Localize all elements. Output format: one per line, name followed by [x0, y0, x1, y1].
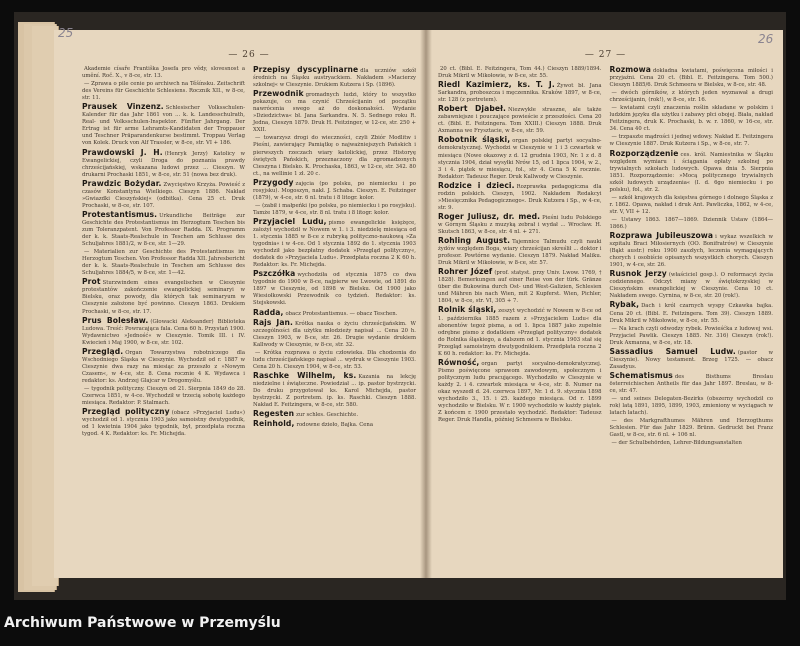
dictionary-entry: [82, 66, 245, 80]
left-page: [54, 30, 426, 578]
dictionary-entry: [253, 135, 416, 177]
left-page-columns: [82, 66, 416, 439]
pencil-page-mark: 25: [58, 26, 74, 40]
dictionary-entry: [438, 136, 602, 180]
entry-text: 20 ct. (Bibl. E. Feitzingera, Tom 44.) Cieszyn 1889/1894. Druk Mikril w Mikołowie, w 8-ce, str. 55.: [438, 66, 602, 80]
dictionary-entry: [253, 350, 416, 371]
entry-text: (właściciel gosp.). O reformacyi życia codziennego. Odczyt miany w świętokrzyskiej w Cieszyńskim ewangelickiej w Cieszynie. Cena 10 ct. Nakładem swego. Cyrnina, w 8-ce, str. 20 (rok!).: [609, 272, 773, 300]
entry-text: — des Markgrafthumes Mähren und Herzogthums Schlesien. Für das Jahr 1829. Brünn. Gedruckt bei Franz Gastl, w 8-ce, str. 6 nl. + 106 nl.: [609, 418, 773, 439]
entry-headword: Pszczółka: [253, 269, 296, 279]
entry-text: Sturzwindem eines evangelischen w Cieszynie protestantów zakończenie ewangelickiej seminaryi w Bielsku, oraz powody, dla których tak seminaryum w Cieszynie założone być powinno. Cieszyn 1863. Drukiem Prochaski, w 8-ce, str. 17.: [82, 280, 245, 315]
entry-text: Niezwykłe straszne, ale także zabawniejsze i pouczające powieście z przeszłości. Cena 20 ct. (Bibl. E. Feitzingera. Tom XXIII.) Cieszyn 1888. Druk Axmanna we Frysztacie, w 8-ce, str. 59.: [438, 107, 602, 135]
entry-headword: Rajs Jan.: [253, 317, 294, 327]
dictionary-entry: [253, 203, 416, 217]
pencil-page-mark: 26: [758, 32, 774, 46]
entry-headword: Rusnok Jerzy: [609, 269, 667, 279]
entry-text: dla uczniów szkół średnich na Śląsku austryackiem. Nakładem »Macierzy szkolnej« w Cieszynie. Drukiem Kutzera i Sp. (1896).: [253, 68, 416, 89]
dictionary-entry: [610, 105, 774, 133]
entry-headword: Schematismus: [609, 370, 673, 380]
entry-text: — Krótka rozprawa o życiu człowieka. Dla chodzenia do ludu chrześcijańskiego napisał ... wydruk w Cieszynie 1903. Cena 20 h. Cieszyn 1904, w 8-ce, str. 53.: [253, 349, 416, 370]
entry-text: (obacz »Przyjaciel Ludu«) wychodził od 1. stycznia 1903 jako samoistny dwutygodnik, od 1 kwietnia 1904 jako tygodnik, był, przedpłata roczna tygod. 4 K. Redaktor: ks. Fr. Michejda.: [82, 410, 245, 438]
entry-text: Urkundliche Beiträge zur Geschichte des Protestantismus im Herzogtum Teschen bis zum Toleranzpatent. Von Professor Radda. IX. Programm der k. k. Staats-Realschule in Teschen am Schlusse des Schuljahres 1881/2, w 8-ce, str. 1—29.: [82, 212, 245, 248]
entry-headword: Robert Djabeł.: [438, 104, 507, 114]
dictionary-entry: [253, 309, 416, 318]
entry-text: Kazania na lekcję niedzielne i świąteczne. Powiedział ... ip. pastor bystrzycki. Do druku przygotował ks. Karol Michejda, pastor bystrzycki. Z portretem. ip. ks. Raschki. Cieszyn 1888. Nakład E. Feitzingera, w 8-ce, str. 580.: [253, 373, 416, 409]
entry-text: Tajemnice Talmudu czyli nauki żydów względem Boga, wiary chrześcijan skreślił ... doktor i profesor. Powtórne wydanie. Cieszyn 1879. Nakład Maliku. Druk Mikril w Mikołowie, w 8-ce, str. 57.: [438, 239, 602, 267]
dictionary-entry: [610, 348, 774, 371]
dictionary-entry: [82, 180, 245, 210]
dictionary-entry: [438, 182, 602, 212]
entry-headword: Przegląd polityczny: [82, 407, 170, 417]
entry-headword: Równość,: [438, 357, 480, 367]
dictionary-entry: [610, 90, 774, 104]
entry-text: — Na krach czyli odwodzy rybek. Powieśćka z ludowej wsi. Przyjaciel Pawlik. Cieszyn 1885. Nr. 316) Cieszyn (rok!). Druk Axmanna, w 8-ce, str. 18.: [609, 325, 773, 346]
entry-headword: Protestantismus.: [82, 209, 158, 219]
dictionary-entry: [82, 81, 245, 102]
dictionary-entry: [82, 211, 245, 248]
entry-text: — und seines Delegaten-Bezirks (obszerny wychodził co rok) latą 1891, 1895, 1899, 1903, zmieniony w wyciągach w latach latach).: [609, 396, 773, 417]
right-column-1: [438, 66, 602, 448]
entry-text: (Henryk Jerzy) Katolicy w Ewangelickiej, czyli Droga do poznania prawdy chrześcijańskiej, wskazana ludowi przez ... Cieszyn. W drukarni Prochaski 1851, w 8-ce, str. 51 (nowa bez druk).: [82, 150, 245, 178]
entry-text: organ partyi socyalno-demokratycznej. Pismo poświęcone sprawom zawodowym, społecznym i politycznym ludu pracującego. Wychodziło w Cieszynie w każdy 2. i 4. czwartek miesiąca w 4-ce, str. 8. Numer na okaz wyszedł d. 24. czerwca 1897, Nr. 1 d. 9. stycznia 1898 wychodziło 3., 15. i 25. każdego miesiąca. Od r. 1899 wychodziło w Bielsku. W r. 1900 wychodziło w każdy piątek. Z końcem r. 1900 przestało wychodzić. Redaktor: Tadeusz Reger. Druk Handla, później Schmeera w Bielsku.: [438, 360, 602, 424]
entry-headword: Przegląd.: [82, 346, 124, 356]
entry-headword: Rohrer Józef: [438, 267, 493, 277]
dictionary-entry: [253, 90, 416, 134]
dictionary-entry: [253, 66, 416, 89]
dictionary-entry: [438, 213, 602, 236]
entry-text: — Zprawa o pile cenie po archiwch na Těšínsku. Zeitschrift des Vereins für Geschichte Schlesiens. Rocznik XII., w 8-ce, str. 11.: [82, 81, 245, 102]
entry-text: wychodziła od stycznia 1875 co dwa tygodnie do 1900 w 8-ce, najpierw we Lwowie, od 1891 do 1897 w Cieszynie, od 1898 w Bielsku. Od 1900 jako Wiesiołkowski Przewodnik co tydzień. Redaktor: ks. Stejskowski.: [253, 272, 416, 307]
dictionary-entry: [253, 410, 416, 419]
entry-text: — szkół krajowych dla księstwa górnego i dolnego Śląska z r. 1862. Opawa, nakład i druk Ant. Pawliczka, 1862, w 4-ce, str. V, VII + 12.: [609, 194, 773, 215]
entry-headword: Rolnik śląski,: [438, 305, 497, 315]
entry-headword: Prausek Vinzenz.: [82, 102, 164, 112]
entry-text: — der Schulbehörden, Lehrer-Bildungsanstalten: [611, 440, 742, 447]
entry-text: des Bisthums Breslau österreichischen Antheils für das Jahr 1897. Breslau, w 8-ce, str. 47.: [609, 373, 773, 394]
dictionary-entry: [82, 348, 245, 385]
entry-text: — Ustawy 1863. 1867—1869. Dziennik Ustaw (1864—1866.): [609, 216, 773, 230]
entry-text: obacz Protestantismus. — obacz Teschen.: [285, 310, 398, 317]
entry-headword: Rozporządzenie: [609, 148, 679, 158]
right-column-2: [610, 66, 774, 448]
entry-headword: Prot: [82, 277, 101, 287]
dictionary-entry: [438, 81, 602, 104]
dictionary-entry: [438, 359, 602, 424]
entry-text: — Materialien zur Geschichte des Protestantismus im Herzogtum Teschen. Von Professor Radda XII. Jahresbericht der k. k. Staats-Realschule in Teschen am Schlusse des Schuljahres 1884/5, w 8-ce, str. 1—42.: [82, 249, 245, 277]
dictionary-entry: [610, 418, 774, 439]
entry-text: Akademie císaře Františka Josefa pro vědy, slovesnost a umění. Roč. X., v 8-ce, str. 13.: [82, 66, 245, 80]
archive-footer: [0, 600, 800, 646]
entry-text: — dwóch górników, z których jeden wyznawał a drugi chrześcijanin, (rok!), w 8-ce, str. 16.: [609, 90, 773, 104]
left-column-2: [253, 66, 416, 439]
dictionary-entry: [253, 270, 416, 307]
dictionary-entry: [253, 218, 416, 269]
dictionary-entry: [610, 150, 774, 194]
dictionary-entry: [82, 317, 245, 347]
dictionary-entry: [82, 278, 245, 315]
dictionary-entry: [253, 372, 416, 409]
entry-text: — tygodnik polityczny. Cieszyn od 21. Sierpnia 1849 do 28. Czerwca 1851, w 4-ce. Wychodził w trzecią sobotę każdego miesiąca. Redaktor: P. Stalmach.: [82, 385, 245, 407]
entry-text: Krótka nauka o życiu chrześcijańskim. W szczególności dla użytku młodzieży napisał ... Cena 20 h. Cieszyn 1903, w 8-ce, str. 26. Drugie wydanie drukiem Kallwody w Cieszynie, w 8-ce, str. 32.: [253, 320, 416, 348]
scan-area: [14, 12, 786, 600]
entry-text: i wykaz wszelkich w szpitalu Braci Miłosiernych (OO. Bonifratrów) w Cieszynie (Bąkt austr.) roku 1900 zaszłych, leczenia wymagających chorych i osobiście opisanych wszystkich chorych. Cieszyn 1901, w 4-ce, str. 26.: [609, 234, 773, 269]
entry-headword: Regesten: [253, 409, 295, 419]
entry-text: Rozprawka pedagogiczna dla rodzin polskich. Cieszyn, 1902. Nakładem Redakcyi »Miesięcznika Pedagogicznego«. Druk Kutzera i Sp., w 4-ce, str. 9.: [438, 183, 602, 211]
dictionary-entry: [610, 440, 774, 447]
dictionary-entry: [610, 66, 774, 89]
entry-text: Dach i król czarnych wyspy Czkawka bajka. Cena 20 ct. (Bibl. E. Feitzingera. Tom 39). Cieszyn 1889. Druk Mikril w Mikołowie, w 8-ce, str. 55.: [609, 303, 773, 324]
entry-text: Pieśni ludu Polskiego w Górnym Śląsku z muzyką zebrał i wydał ... Wrocław. H. Skutsch 1863, w 8-ce, str. 4 nl. + 271.: [438, 214, 602, 235]
entry-headword: Roger Juliusz, dr. med.: [438, 211, 541, 221]
entry-text: rodowne dzieło, Bajka. Cena: [296, 422, 373, 429]
entry-text: — towarzysz drogi do wieczności, czyli Zbiór Modlitw i Pieśni, zawierający Pamiątkę o najważniejszych Pańskich i pierwszych rzeczach wiary katolickiej, przez Historyę świętych Pańskich, przeznaczony dla zgromadzonych Cieszyna i Bielsko. K. Prochaska, 1863, w 12-ce, str. 342. 80 ct., na wellinie 1 zł. 20 c.: [253, 135, 416, 177]
entry-text: (prof. statyst. przy Univ. Lwow. 1769, † 1828). Bemerkungen auf einer Reise von der türk. Gränze über die Bukowina durch Ost- und West-Galizien, Schlesien und Mähren bis nach Wien, mit 2 Kupferst. Wien, Pichler, 1804, w 8-ce, str. VI, 305 + 7.: [438, 270, 602, 305]
right-page-columns: [438, 66, 773, 448]
entry-headword: Rybak,: [609, 300, 640, 310]
entry-text: — (zabił i małpeńki (po polsku, po niemiecku i po rosyjsku). Tamże 1879, w 4-ce, str. 8 nl. tratu i 8 litogr. kolor.: [253, 202, 416, 216]
entry-text: zur schles. Geschichte.: [296, 412, 359, 419]
entry-text: dokładna kwiatami, poświęcona miłości i przyjaźni. Cena 20 ct. (Bibl. E. Feitzingera. Tom 500.) Cieszyn 1885/6. Druk Schmeera w Bielsku, w 8-ce, str. 48.: [609, 68, 773, 89]
entry-headword: Przewodnik: [253, 89, 304, 99]
entry-text: — kwiatami czyli znaczenia roślin składane w polskim i ludzkim języku dla użytku i zabawy płci obojej. Biała, nakład Feitzingera, druk K. Prochaski, b. w. r. 1860, w 16-ce, str. 34. Cena 40 ct.: [609, 105, 773, 133]
dictionary-entry: [438, 105, 602, 135]
dictionary-entry: [82, 249, 245, 277]
entry-headword: Rozprawa Jubileuszowa: [609, 231, 714, 241]
entry-headword: Radda,: [253, 307, 284, 317]
dictionary-entry: [610, 134, 774, 148]
entry-headword: Przepisy dyscyplinarne: [253, 65, 359, 74]
entry-headword: Raschke Wilhelm, ks.: [253, 370, 357, 380]
dictionary-entry: [253, 319, 416, 349]
entry-text: (pastor w Cieszynie). Nowy testament. Brzeg 1725. — obacz Zasadyus.: [609, 349, 773, 370]
entry-text: pismo ewangelickie księżęce, założył wychodził w Nowem w 1. i 3. niedzielę miesiąca od 1. stycznia 1885 w 8-ce z rubryką polityczno-naukową »Za tygodnia« i w 4-ce. Od 1 stycznia 1892 do 1. stycznia 1903 wychodził jako bezpłatny dodatek »Przegląd polityczny«, dodatek do »Przyjaciela Ludu«. Przedpłata roczna 2 K 60 h. Redaktor: ks. Fr. Michejda.: [253, 219, 416, 269]
entry-text: (Głowacki Aleksander) Biblioteka Ludowa. Treść: Powracająca fala. Cena 60 h. Przystań 1900. Wydawnictwo »Jedność« w Cieszynie. Tomik III. i IV. Kwiecień i Maj 1900, w 8-ce, str. 102.: [82, 318, 245, 346]
entry-headword: Rohling August.: [438, 236, 511, 246]
dictionary-entry: [610, 232, 774, 269]
dictionary-entry: [82, 149, 245, 179]
dictionary-entry: [253, 179, 416, 202]
entry-text: ces. król. Namiestnika w Ślązku względem wymiaru i ściągania opłaty szkolnej po trywialnych szkołach ludowych. Opawa dnia 5. Sierpnia 1851. Rozporządzenie: »Mocą politycznego trywialnych szkół ludowych urządzenia« (I. d. 6go niemiecku i po polsku), fol., str. 2.: [609, 151, 773, 193]
entry-text: zajęcia (po polsku, po niemiecku i po rosyjsku). Mogoszyn, nakł. J. Schaba. Cieszyn. E. Feitzinger (1879), w 4-ce, str. 6 nl. tratu i 8 litogr. kolor.: [253, 180, 416, 201]
dictionary-entry: [610, 326, 774, 347]
page-number: — 26 —: [228, 50, 270, 60]
dictionary-entry: [82, 103, 245, 147]
entry-headword: Przyjaciel Ludu,: [253, 216, 327, 226]
dictionary-entry: [610, 372, 774, 395]
entry-text: Zwycięstwo Krzyża. Powieść z czasów Konstantyna Wielkiego. Cieszyn 1886. Nakład »Gwiazdki Cieszyńskiej« (odbitka). Cena 25 ct. Druk Prochaski, w 8-ce, str. 107.: [82, 181, 245, 209]
entry-headword: Sassadius Samuel Ludw.: [609, 346, 736, 356]
entry-headword: Prus Bolesław.: [82, 315, 149, 325]
book-gutter: [420, 30, 432, 578]
dictionary-entry: [610, 301, 774, 324]
left-column-1: [82, 66, 245, 439]
entry-headword: Prawdzic Bożydar.: [82, 178, 162, 188]
dictionary-entry: [610, 396, 774, 417]
entry-headword: Robotnik śląski,: [438, 135, 511, 145]
dictionary-entry: [610, 195, 774, 216]
dictionary-entry: [438, 237, 602, 267]
dictionary-entry: [82, 408, 245, 438]
entry-headword: Riedl Kazimierz, ks. T. J.: [438, 80, 555, 90]
entry-text: gromadnych ludzi, który to wszystko pokazuje, co ma czynić Chrześcijanin od początku nawrócenia swego aż do doskonałości. Wydanie »Dziedzictwa« bł. Jana Sarkandra. N. 5. Sednego roku R. Jedna, Cieszyn 1879. Druk H. Feitzinger, w 12-ce, str. 250 + XXII.: [253, 92, 416, 134]
entry-text: Żywot bł. Jana Sarkandra, proboszcza i męczennika. Kraków 1897, w 8-ce, str. 128 (z portretem).: [438, 83, 602, 104]
dictionary-entry: [82, 386, 245, 407]
entry-headword: Reinhold,: [253, 419, 295, 429]
dictionary-entry: [253, 420, 416, 429]
dictionary-entry: [610, 217, 774, 231]
archive-label: Archiwum Państwowe w Przemyślu: [4, 615, 281, 631]
dictionary-entry: [438, 306, 602, 357]
entry-headword: Przygody: [253, 177, 294, 187]
page-number: — 27 —: [584, 50, 627, 60]
entry-text: Schlesischer Volksschulen-Kalender für das Jahr 1861 von ... k. k. Landesschulrath, Real- und Volksschulen-Inspektor. Fünfter Jahrgang. Der Ertrag ist für arme Lehramts-Kandidaten der Troppauer und Teschner Präparandenkurse bestimmt. Troppau Verlag von Kolek. Druck von Alf Trassler, w 8-ce, str. VI + 186.: [82, 105, 245, 147]
dictionary-entry: [610, 270, 774, 300]
entry-text: zeszyt wychodzić w Nowem w 8-ce od 1. października 1885 razem z »Przyjacielem Ludu« dla abonentów tegoż pisma, a od 1. lipca 1887 jako zupełnie odrębne pismo z dodatkiem »Przegląd polityczny« dodatek do Rolnika śląskiego, a dalszem od 1. stycznia 1903 stał się Przegląd samoistnym dwutygodnikiem. Przedpłata roczna 2 K 60 h. redaktor: ks. Fr. Michejda.: [438, 308, 602, 357]
dictionary-entry: [438, 268, 602, 305]
dictionary-entry: [438, 66, 602, 80]
entry-text: — trzpaszte mądrości i jednej wdowy. Nakład E. Feitzingera w Cieszynie 1887. Druk Kutzera i Sp., w 8-ce, str. 7.: [609, 134, 773, 148]
entry-headword: Rozmowa: [609, 65, 651, 74]
entry-headword: Prawdowski J. H.: [82, 147, 163, 157]
entry-headword: Rodzice i dzieci.: [438, 180, 515, 190]
entry-text: Organ Towarzystwa robotniczego dla Wschodniego Śląska w Cieszynie. Wychodził od r. 1887 w Cieszynie dwa razy na miesiąc za przeszło z »Nowym Czasem«, w 4-ce, str. 8. Cena rocznie 4 K. Wydawca i redaktor: ks. Andrzej Glajcar w Drogomyślu.: [82, 349, 245, 384]
right-page: [426, 30, 783, 578]
entry-text: organ polskiej partyi socyalno-demokratycznej. Wychodzi w Cieszynie w 1 i 3 czwartek w miesiącu (Nowe okazowy z d. 12 grudnia 1903, Nr. 1 z d. 8 stycznia 1904, dział wysyłki Nrów 15, od 1 lipca 1904, w 2., 3 i 4. piątek w miesiącu, fol., str 4. Cena 5 K rocznie. Redaktor: Tadeusz Reger. Druk Kallwody w Cieszynie.: [438, 138, 602, 180]
